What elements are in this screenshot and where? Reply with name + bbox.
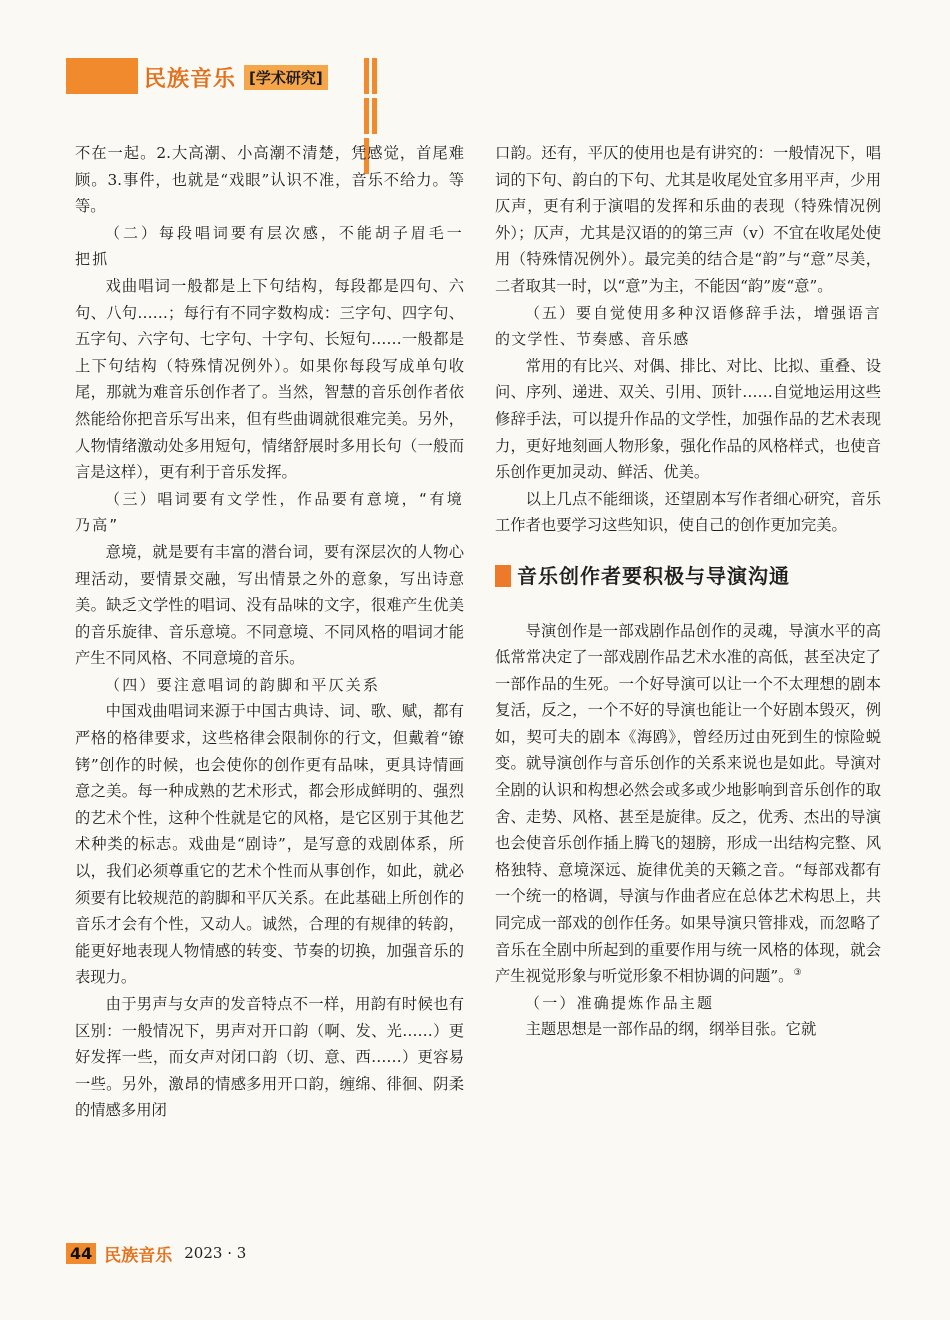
subheading: （五）要自觉使用多种汉语修辞手法，增强语言的文学性、节奏感、音乐感 bbox=[495, 303, 881, 349]
paragraph: 由于男声与女声的发音特点不一样，用韵有时候也有区别：一般情况下，男声对开口韵（啊、发、光……）更好发挥一些，而女声对闭口韵（切、意、西……）更容易一些。另外，激昂的情感多用开口韵，缠绵、徘徊、阴柔的情感多用闭 bbox=[75, 995, 464, 1120]
subheading: （三）唱词要有文学性，作品要有意境，“有境乃高” bbox=[75, 489, 464, 535]
section-square-icon bbox=[495, 565, 511, 587]
paragraph: 以上几点不能细谈，还望剧本写作者细心研究，音乐工作者也要学习这些知识，使自己的创作更加完美。 bbox=[495, 489, 881, 535]
subheading: （二）每段唱词要有层次感，不能胡子眉毛一把抓 bbox=[75, 223, 464, 269]
paragraph: 常用的有比兴、对偶、排比、对比、比拟、重叠、设问、序列、递进、双关、引用、顶针……自觉地运用这些修辞手法，可以提升作品的文学性，加强作品的艺术表现力，更好地刻画人物形象，强化作品的风格样式，也使音乐创作更加灵动、鲜活、优美。 bbox=[495, 356, 881, 482]
paragraph: 中国戏曲唱词来源于中国古典诗、词、歌、赋，都有严格的格律要求，这些格律会限制你的行文，但戴着“镣铐”创作的时候，也会使你的创作更有品味，更具诗情画意之美。每一种成熟的艺术形式，都会形成鲜明的、强烈的艺术个性，这种个性就是它的风格，是它区别于其他艺术种类的标志。戏曲是“剧诗”，是写意的戏剧体系，所以，我们必须尊重它的艺术个性而从事创作，如此，就必须要有比较规范的韵脚和平仄关系。在此基础上所创作的音乐才会有个性，又动人。诚然，合理的有规律的转韵，能更好地表现人物情感的转变、节奏的切换，加强音乐的表现力。 bbox=[75, 702, 464, 987]
footnote-marker: ③ bbox=[793, 968, 802, 979]
paragraph: 戏曲唱词一般都是上下句结构，每段都是四句、六句、八句……；每行有不同字数构成：三字句、四字句、五字句、六字句、七字句、十字句、长短句……一般都是上下句结构（特殊情况例外）。如果你每段写成单句收尾，那就为难音乐创作者了。当然，智慧的音乐创作者依然能给你把音乐写出来，但有些曲调就很难完美。另外，人物情绪激动处多用短句，情绪舒展时多用长句（一般而言是这样），更有利于音乐发挥。 bbox=[75, 276, 464, 482]
page-number: 44 bbox=[66, 1243, 96, 1264]
subheading: （一）准确提炼作品主题 bbox=[525, 993, 715, 1012]
subheading: （四）要注意唱词的韵脚和平仄关系 bbox=[105, 675, 381, 694]
section-title bbox=[495, 563, 881, 590]
paragraph bbox=[495, 618, 881, 990]
issue-number: 2023 · 3 bbox=[184, 1244, 247, 1262]
paragraph: 不在一起。2.大高潮、小高潮不清楚，凭感觉，首尾难顾。3.事件，也就是“戏眼”认识不准，音乐不给力。等等。 bbox=[75, 144, 464, 216]
header-bar bbox=[66, 58, 386, 94]
paragraph: 口韵。还有，平仄的使用也是有讲究的：一般情况下，唱词的下句、韵白的下句、尤其是收尾处宜多用平声，少用仄声，更有利于演唱的发挥和乐曲的表现（特殊情况例外）；仄声，尤其是汉语的的第三声（v）不宜在收尾处使用（特殊情况例外）。最完美的结合是“韵”与“意”尽美，二者取其一时，以“意”为主，不能因“韵”废“意”。 bbox=[495, 144, 881, 295]
section-tag: [学术研究] bbox=[244, 65, 328, 90]
section-title-text: 音乐创作者要积极与导演沟通 bbox=[517, 563, 790, 588]
paragraph: 意境，就是要有丰富的潜台词，要有深层次的人物心理活动，要情景交融，写出情景之外的意象，写出诗意美。缺乏文学性的唱词、没有品味的文字，很难产生优美的音乐旋律、音乐意境。不同意境、不同风格的唱词才能产生不同风格、不同意境的音乐。 bbox=[75, 542, 464, 668]
journal-logo: 民族音乐 bbox=[144, 66, 237, 92]
footer-journal: 民族音乐 bbox=[104, 1245, 173, 1266]
left-column bbox=[75, 140, 464, 1124]
paragraph: 主题思想是一部作品的纲，纲举目张。它就 bbox=[525, 1020, 817, 1039]
right-column bbox=[495, 140, 881, 1043]
page-footer bbox=[66, 1241, 246, 1265]
header-color-block bbox=[66, 58, 138, 94]
paragraph-text: 导演创作是一部戏剧作品创作的灵魂，导演水平的高低常常决定了一部戏剧作品艺术水准的高低，甚至决定了一部作品的生死。一个好导演可以让一个不太理想的剧本复活，反之，一个不好的导演也能让一个好剧本毁灭，例如，契可夫的剧本《海鸥》，曾经历过由死到生的惊险蜕变。就导演创作与音乐创作的关系来说也是如此。导演对全剧的认识和构想必然会或多或少地影响到音乐创作的取舍、走势、风格、甚至是旋律。反之，优秀、杰出的导演也会使音乐创作插上腾飞的翅膀，形成一出结构完整、风格独特、意境深远、旋律优美的天籁之音。“每部戏都有一个统一的格调，导演与作曲者应在总体艺术构思上，共同完成一部戏的创作任务。如果导演只管排戏，而忽略了音乐在全剧中所起到的重要作用与统一风格的体现，就会产生视觉形象与听觉形象不相协调的问题”。 bbox=[495, 621, 881, 986]
